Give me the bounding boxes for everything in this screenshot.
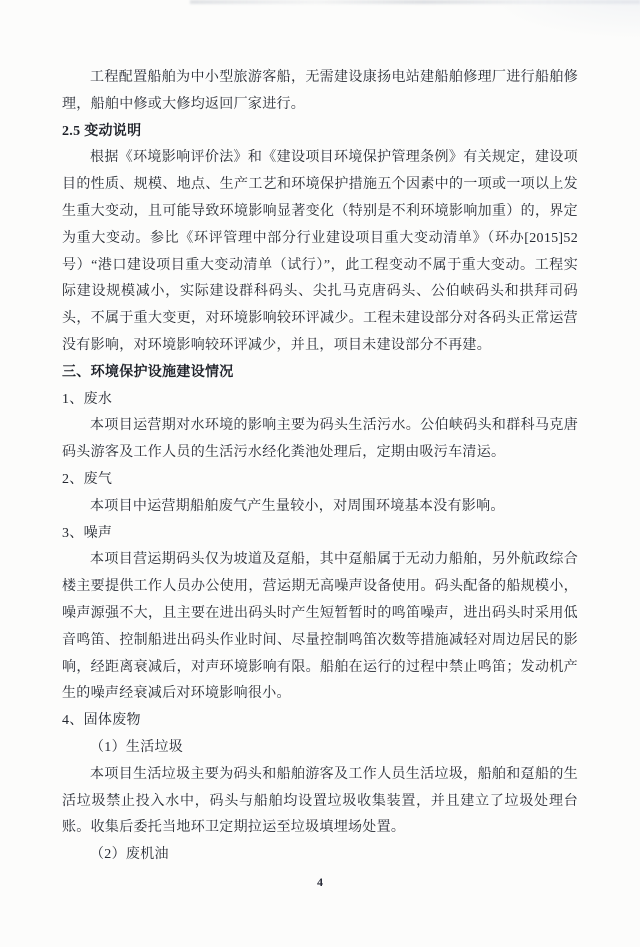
paragraph-change-statement: 根据《环境影响评价法》和《建设项目环境保护管理条例》有关规定，建设项目的性质、规模、地点、生产工艺和环境保护措施五个因素中的一项或一项以上发生重大变动，且可能导致环境影响显著变化（特别是不利环境影响加重）的，界定为重大变动。参比《环评管理中部分行业建设项目重大变动清单》（环办[2015]52 号）“港口建设项目重大变动清单（试行）”，此工程变动不属于重大变动。工程实际建设规模减小，实际建设群科码头、尖扎马克唐码头、公伯峡码头和拱拜司码头，不属于重大变更，对环境影响较环评减少。工程未建设部分对各码头正常运营没有影响，对环境影响较环评减少，并且，项目未建设部分不再建。 (62, 150, 578, 353)
item-waste-oil: （2）废机油 (90, 847, 169, 863)
paragraph-domestic-garbage: 本项目生活垃圾主要为码头和船舶游客及工作人员生活垃圾，船舶和趸船的生活垃圾禁止投入水中，码头与船舶均设置垃圾收集装置，并且建立了垃圾处理台账。收集后委托当地环卫定期拉运至垃圾填埋场处置。 (62, 766, 578, 836)
item-domestic-garbage: （1）生活垃圾 (90, 739, 184, 755)
document-body (62, 65, 578, 869)
subsection-wastewater: 1、废水 (62, 391, 113, 407)
page-number: 4 (317, 875, 323, 889)
paragraph-wastewater: 本项目运营期对水环境的影响主要为码头生活污水。公伯峡码头和群科马克唐码头游客及工作人员的生活污水经化粪池处理后，定期由吸污车清运。 (62, 418, 578, 461)
paragraph-ship-config: 工程配置船舶为中小型旅游客船，无需建设康扬电站建船舶修理厂进行船舶修理，船舶中修或大修均返回厂家进行。 (62, 70, 578, 112)
scan-artifact-corner (490, 0, 640, 40)
paragraph-waste-gas: 本项目中运营期船舶废气产生量较小，对周围环境基本没有影响。 (90, 498, 505, 514)
subsection-noise: 3、噪声 (62, 525, 113, 541)
paragraph-noise: 本项目营运期码头仅为坡道及趸船，其中趸船属于无动力船舶，另外航政综合楼主要提供工作人员办公使用，营运期无高噪声设备使用。码头配备的船规模小，噪声源强不大，且主要在进出码头时产生短暂暂时的鸣笛噪声，进出码头时采用低音鸣笛、控制船进出码头作业时间、尽量控制鸣笛次数等措施减轻对周边居民的影响，经距离衰减后，对声环境影响有限。船舶在运行的过程中禁止鸣笛；发动机产生的噪声经衰减后对环境影响很小。 (62, 552, 578, 702)
subsection-solid-waste: 4、固体废物 (62, 713, 141, 729)
section-heading-2-5: 2.5 变动说明 (62, 123, 142, 139)
section-heading-3: 三、环境保护设施建设情况 (62, 364, 234, 380)
subsection-waste-gas: 2、废气 (62, 471, 113, 487)
